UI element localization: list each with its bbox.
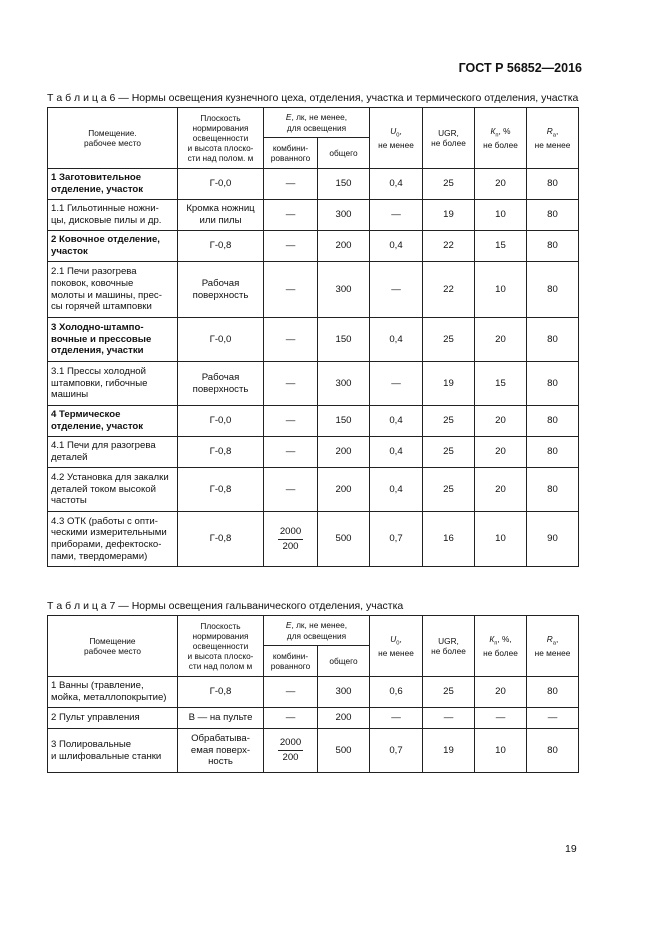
table7-caption-prefix: Т а б л и ц а 7 (47, 600, 116, 612)
general-cell: 150 (318, 406, 370, 437)
header-illuminance: E, лк, не менее, для освещения (264, 616, 370, 646)
plane-cell: Г-0,0 (178, 169, 264, 200)
header-color-rendering: $R_a$, не менее (527, 108, 579, 169)
table-row (48, 406, 579, 437)
pulsation-cell: 10 (475, 512, 527, 567)
header-illuminance: E, лк, не менее, для освещения (264, 108, 370, 138)
plane-cell: Кромка ножниц или пилы (178, 200, 264, 231)
uniformity-cell: 0,7 (370, 729, 423, 773)
table-row (48, 262, 579, 318)
plane-cell: Обрабатыва- емая поверх- ность (178, 729, 264, 773)
combined-cell: — (264, 468, 318, 512)
combined-denominator: 200 (282, 540, 299, 552)
ugr-cell: 25 (423, 318, 475, 362)
combined-cell (264, 512, 318, 567)
combined-numerator: 2000 (278, 737, 303, 751)
ugr-cell: 25 (423, 437, 475, 468)
table6-header-row (48, 108, 579, 138)
color-rendering-cell: 80 (527, 262, 579, 318)
general-cell: 500 (318, 512, 370, 567)
plane-cell: Г-0,8 (178, 512, 264, 567)
header-room: Помещение. рабочее место (48, 108, 178, 169)
ugr-cell: 25 (423, 169, 475, 200)
uniformity-cell: — (370, 708, 423, 729)
header-combined: комбини- рованного (264, 138, 318, 169)
pulsation-cell: — (475, 708, 527, 729)
table7-body (48, 616, 579, 773)
ugr-cell: 25 (423, 406, 475, 437)
combined-cell: — (264, 200, 318, 231)
general-cell: 150 (318, 169, 370, 200)
header-room: Помещение рабочее место (48, 616, 178, 677)
plane-cell: Рабочая поверхность (178, 362, 264, 406)
combined-fraction (278, 526, 303, 552)
combined-numerator: 2000 (278, 526, 303, 540)
room-cell: 4.3 ОТК (работы с опти- ческими измерительными приборами, дефектоско- пами, твердомерами) (48, 512, 178, 567)
document-code: ГОСТ Р 56852—2016 (458, 61, 582, 75)
combined-cell: — (264, 231, 318, 262)
pulsation-cell: 20 (475, 406, 527, 437)
pulsation-cell: 20 (475, 677, 527, 708)
table-row (48, 677, 579, 708)
uniformity-cell: 0,7 (370, 512, 423, 567)
plane-cell: Г-0,8 (178, 677, 264, 708)
combined-cell: — (264, 437, 318, 468)
uniformity-cell: 0,4 (370, 231, 423, 262)
uniformity-cell: 0,4 (370, 169, 423, 200)
plane-cell: Г-0,8 (178, 231, 264, 262)
ugr-cell: 19 (423, 729, 475, 773)
room-cell: 3 Холодно-штампо- вочные и прессовые отделения, участки (48, 318, 178, 362)
general-cell: 300 (318, 362, 370, 406)
color-rendering-cell: 80 (527, 468, 579, 512)
pulsation-cell: 20 (475, 169, 527, 200)
header-general: общего (318, 138, 370, 169)
uniformity-cell: 0,4 (370, 437, 423, 468)
table-6 (47, 107, 579, 567)
uniformity-cell: — (370, 362, 423, 406)
combined-cell (264, 729, 318, 773)
general-cell: 200 (318, 437, 370, 468)
table-row (48, 169, 579, 200)
general-cell: 200 (318, 468, 370, 512)
header-pulsation: $К_п$, %, не более (475, 616, 527, 677)
page-number: 19 (565, 843, 577, 855)
room-cell: 3.1 Прессы холодной штамповки, гибочные машины (48, 362, 178, 406)
plane-cell: Рабочая поверхность (178, 262, 264, 318)
ugr-cell: 25 (423, 468, 475, 512)
room-cell: 4.1 Печи для разогрева деталей (48, 437, 178, 468)
color-rendering-cell: — (527, 708, 579, 729)
pulsation-cell: 10 (475, 262, 527, 318)
uniformity-cell: 0,4 (370, 318, 423, 362)
color-rendering-cell: 80 (527, 362, 579, 406)
combined-cell: — (264, 262, 318, 318)
header-pulsation: $К_п$, % не более (475, 108, 527, 169)
table-7 (47, 615, 579, 773)
ugr-cell: 22 (423, 231, 475, 262)
plane-cell: Г-0,8 (178, 468, 264, 512)
table6-caption (47, 92, 578, 104)
room-cell: 1 Ванны (травление, мойка, металлопокрытие) (48, 677, 178, 708)
general-cell: 300 (318, 262, 370, 318)
header-general: общего (318, 646, 370, 677)
room-cell: 1.1 Гильотинные ножни- цы, дисковые пилы и др. (48, 200, 178, 231)
general-cell: 500 (318, 729, 370, 773)
pulsation-cell: 15 (475, 362, 527, 406)
header-uniformity: $U_0$, не менее (370, 616, 423, 677)
ugr-cell: 25 (423, 677, 475, 708)
color-rendering-cell: 80 (527, 200, 579, 231)
combined-cell: — (264, 169, 318, 200)
room-cell: 1 Заготовительное отделение, участок (48, 169, 178, 200)
table-row (48, 437, 579, 468)
table7-header-row (48, 616, 579, 646)
ugr-cell: 22 (423, 262, 475, 318)
color-rendering-cell: 90 (527, 512, 579, 567)
pulsation-cell: 20 (475, 318, 527, 362)
color-rendering-cell: 80 (527, 437, 579, 468)
color-rendering-cell: 80 (527, 231, 579, 262)
room-cell: 4.2 Установка для закалки деталей током высокой частоты (48, 468, 178, 512)
table-row (48, 512, 579, 567)
general-cell: 300 (318, 677, 370, 708)
combined-cell: — (264, 677, 318, 708)
header-plane: Плоскость нормирования освещенности и высота плоско- сти над полом м (178, 616, 264, 677)
combined-fraction (278, 737, 303, 763)
color-rendering-cell: 80 (527, 677, 579, 708)
color-rendering-cell: 80 (527, 406, 579, 437)
plane-cell: В — на пульте (178, 708, 264, 729)
pulsation-cell: 10 (475, 200, 527, 231)
color-rendering-cell: 80 (527, 729, 579, 773)
header-uniformity: $U_0$, не менее (370, 108, 423, 169)
table-row (48, 708, 579, 729)
table-row (48, 468, 579, 512)
room-cell: 2 Ковочное отделение, участок (48, 231, 178, 262)
room-cell: 3 Полировальные и шлифовальные станки (48, 729, 178, 773)
table6-body (48, 108, 579, 567)
ugr-cell: 19 (423, 200, 475, 231)
color-rendering-cell: 80 (527, 318, 579, 362)
general-cell: 200 (318, 708, 370, 729)
table-row (48, 362, 579, 406)
uniformity-cell: 0,4 (370, 468, 423, 512)
table6-caption-text: — Нормы освещения кузнечного цеха, отделения, участка и термического отделения, участка (115, 92, 579, 104)
pulsation-cell: 20 (475, 437, 527, 468)
color-rendering-cell: 80 (527, 169, 579, 200)
pulsation-cell: 15 (475, 231, 527, 262)
general-cell: 150 (318, 318, 370, 362)
table-row (48, 729, 579, 773)
uniformity-cell: 0,4 (370, 406, 423, 437)
combined-cell: — (264, 318, 318, 362)
plane-cell: Г-0,8 (178, 437, 264, 468)
combined-cell: — (264, 362, 318, 406)
ugr-cell: — (423, 708, 475, 729)
uniformity-cell: — (370, 262, 423, 318)
table-row (48, 318, 579, 362)
pulsation-cell: 10 (475, 729, 527, 773)
table-row (48, 200, 579, 231)
room-cell: 2 Пульт управления (48, 708, 178, 729)
combined-denominator: 200 (282, 752, 299, 763)
header-color-rendering: $R_a$, не менее (527, 616, 579, 677)
room-cell: 4 Термическое отделение, участок (48, 406, 178, 437)
ugr-cell: 16 (423, 512, 475, 567)
header-ugr: UGR, не более (423, 616, 475, 677)
room-cell: 2.1 Печи разогрева поковок, ковочные молоты и машины, прес- сы горячей штамповки (48, 262, 178, 318)
header-plane: Плоскость нормирования освещенности и высота плоско- сти над полом. м (178, 108, 264, 169)
general-cell: 200 (318, 231, 370, 262)
table6-caption-prefix: Т а б л и ц а 6 (47, 92, 116, 104)
uniformity-cell: — (370, 200, 423, 231)
plane-cell: Г-0,0 (178, 318, 264, 362)
general-cell: 300 (318, 200, 370, 231)
combined-cell: — (264, 406, 318, 437)
table7-caption (47, 600, 403, 612)
combined-cell: — (264, 708, 318, 729)
pulsation-cell: 20 (475, 468, 527, 512)
uniformity-cell: 0,6 (370, 677, 423, 708)
table-row (48, 231, 579, 262)
header-combined: комбини- рованного (264, 646, 318, 677)
header-ugr: UGR, не более (423, 108, 475, 169)
plane-cell: Г-0,0 (178, 406, 264, 437)
ugr-cell: 19 (423, 362, 475, 406)
table7-caption-text: — Нормы освещения гальванического отделения, участка (115, 600, 404, 612)
